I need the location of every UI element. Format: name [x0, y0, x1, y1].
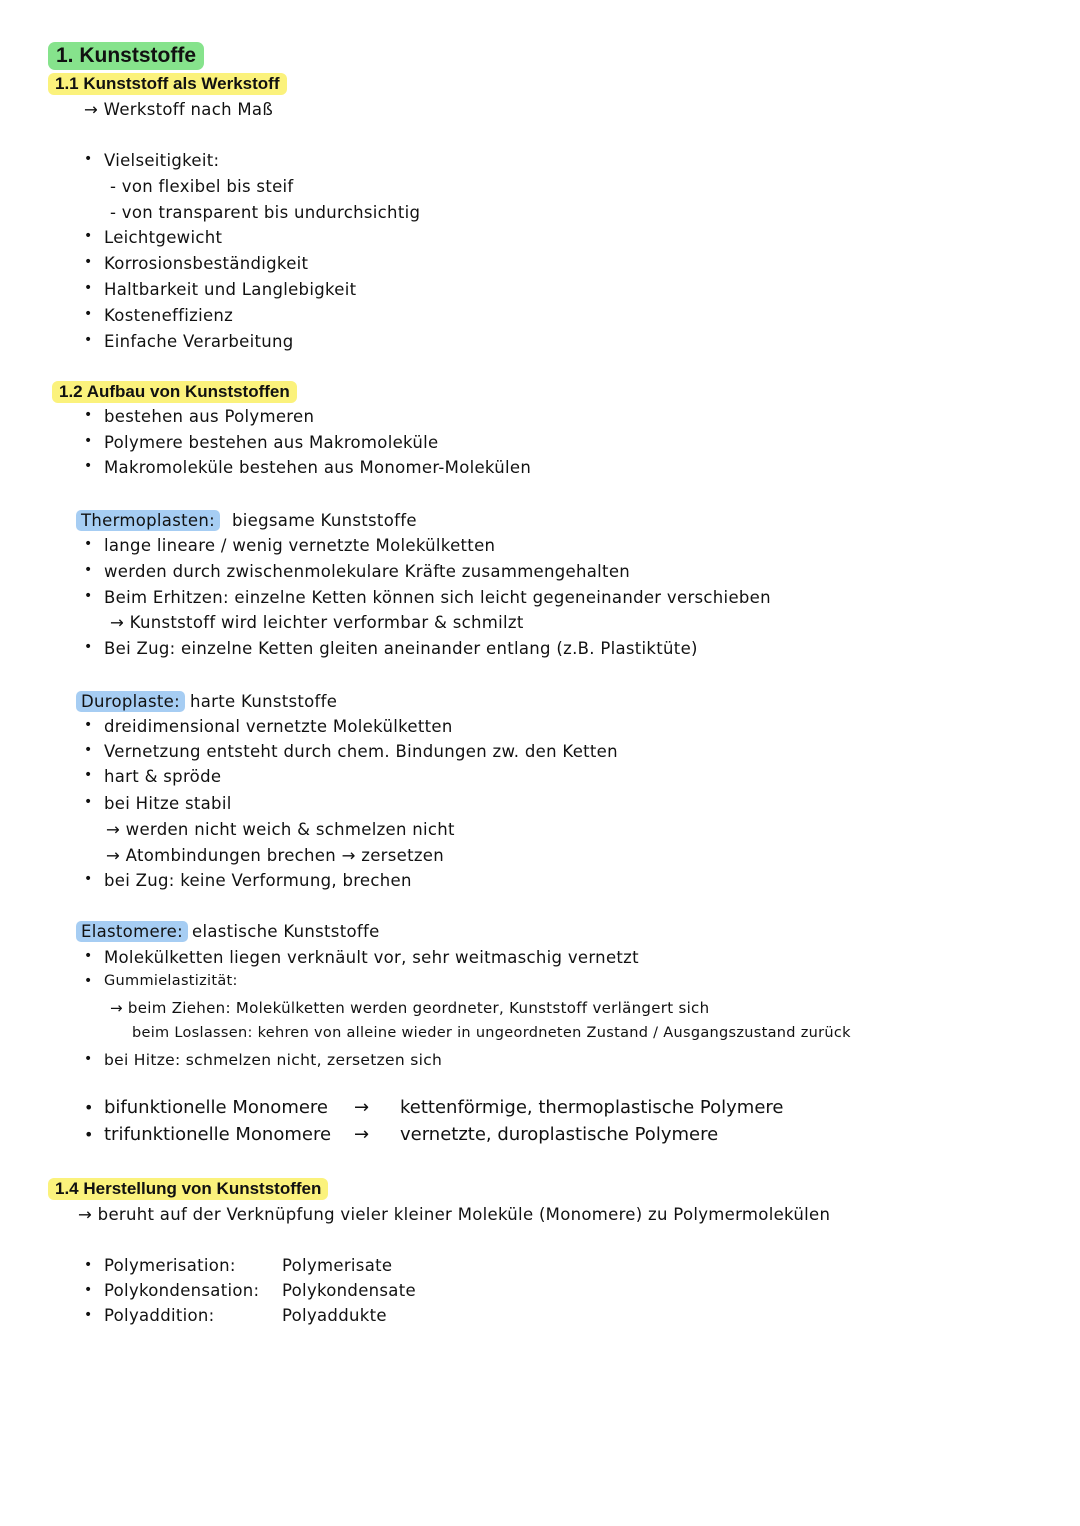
bullet-icon: •: [84, 588, 93, 604]
bullet-icon: •: [84, 151, 93, 167]
bullet-icon: •: [84, 871, 93, 887]
arrow-icon: →: [354, 1097, 370, 1118]
bullet-icon: •: [84, 767, 93, 783]
list-item: bestehen aus Polymeren: [104, 407, 315, 426]
bullet-icon: •: [84, 973, 93, 989]
list-item: Einfache Verarbeitung: [104, 332, 294, 351]
bullet-icon: •: [84, 948, 93, 964]
process-name: Polymerisation:: [104, 1256, 236, 1275]
intro-line: → beruht auf der Verknüpfung vieler kleiner Moleküle (Monomere) zu Polymermolekülen: [78, 1205, 831, 1224]
bullet-icon: •: [84, 280, 93, 296]
list-item: Molekülketten liegen verknäult vor, sehr weitmaschig vernetzt: [104, 948, 639, 967]
duroplaste-description: harte Kunststoffe: [190, 692, 338, 711]
bullet-icon: •: [84, 332, 93, 348]
bullet-icon: •: [84, 639, 93, 655]
list-item: bei Hitze: schmelzen nicht, zersetzen sich: [104, 1051, 443, 1069]
thermoplasten-description: biegsame Kunststoffe: [232, 511, 417, 530]
intro-line: → Werkstoff nach Maß: [84, 100, 274, 119]
section-heading-1-2: 1.2 Aufbau von Kunststoffen: [52, 381, 297, 403]
bullet-icon: •: [84, 458, 93, 474]
elastomere-label: Elastomere:: [76, 921, 188, 942]
process-product: Polyaddukte: [282, 1306, 387, 1325]
list-item: lange lineare / wenig vernetzte Molekülketten: [104, 536, 496, 555]
list-subitem: beim Loslassen: kehren von alleine wieder in ungeordneten Zustand / Ausgangszustand zurück: [132, 1025, 851, 1041]
duroplaste-label: Duroplaste:: [76, 691, 185, 712]
list-item: Gummielastizität:: [104, 973, 238, 989]
bullet-icon: •: [84, 228, 93, 244]
bullet-icon: •: [84, 433, 93, 449]
list-subitem: → Atombindungen brechen → zersetzen: [106, 846, 445, 865]
process-product: Polymerisate: [282, 1256, 393, 1275]
list-item: - von transparent bis undurchsichtig: [110, 203, 421, 222]
elastomere-description: elastische Kunststoffe: [192, 922, 380, 941]
list-item: Beim Erhitzen: einzelne Ketten können sich leicht gegeneinander verschieben: [104, 588, 771, 607]
list-item: Polymere bestehen aus Makromoleküle: [104, 433, 439, 452]
polymer-type: vernetzte, duroplastische Polymere: [400, 1124, 719, 1145]
list-item: Vernetzung entsteht durch chem. Bindungen zw. den Ketten: [104, 742, 618, 761]
bullet-icon: •: [84, 742, 93, 758]
bullet-icon: •: [84, 407, 93, 423]
bullet-icon: •: [84, 1282, 93, 1298]
bullet-icon: •: [84, 1307, 93, 1323]
monomer-type: bifunktionelle Monomere: [104, 1097, 329, 1118]
section-heading-1-1: 1.1 Kunststoff als Werkstoff: [48, 73, 287, 95]
list-item: hart & spröde: [104, 767, 222, 786]
list-subitem: → beim Ziehen: Molekülketten werden geordneter, Kunststoff verlängert sich: [110, 999, 710, 1017]
list-subitem: → werden nicht weich & schmelzen nicht: [106, 820, 455, 839]
bullet-icon: •: [84, 794, 93, 810]
list-item: werden durch zwischenmolekulare Kräfte zusammengehalten: [104, 562, 631, 581]
process-name: Polyaddition:: [104, 1306, 215, 1325]
list-item: Bei Zug: einzelne Ketten gleiten aneinander entlang (z.B. Plastiktüte): [104, 639, 698, 658]
process-product: Polykondensate: [282, 1281, 416, 1300]
monomer-type: trifunktionelle Monomere: [104, 1124, 332, 1145]
bullet-icon: •: [84, 562, 93, 578]
arrow-icon: →: [354, 1124, 370, 1145]
bullet-icon: •: [84, 1125, 94, 1144]
page-title: 1. Kunststoffe: [48, 42, 204, 70]
list-item: Makromoleküle bestehen aus Monomer-Molekülen: [104, 458, 532, 477]
bullet-icon: •: [84, 1051, 93, 1067]
bullet-icon: •: [84, 717, 93, 733]
list-subitem: → Kunststoff wird leichter verformbar & schmilzt: [110, 613, 524, 632]
list-item: Kosteneffizienz: [104, 306, 234, 325]
bullet-icon: •: [84, 1257, 93, 1273]
polymer-type: kettenförmige, thermoplastische Polymere: [400, 1097, 784, 1118]
list-item: bei Hitze stabil: [104, 794, 232, 813]
bullet-icon: •: [84, 1098, 94, 1117]
bullet-icon: •: [84, 536, 93, 552]
thermoplasten-label: Thermoplasten:: [76, 510, 220, 531]
list-item: Leichtgewicht: [104, 228, 223, 247]
bullet-icon: •: [84, 254, 93, 270]
list-item: bei Zug: keine Verformung, brechen: [104, 871, 412, 890]
section-heading-1-4: 1.4 Herstellung von Kunststoffen: [48, 1178, 328, 1200]
process-name: Polykondensation:: [104, 1281, 260, 1300]
list-item: Korrosionsbeständigkeit: [104, 254, 309, 273]
list-item: Haltbarkeit und Langlebigkeit: [104, 280, 357, 299]
list-item: dreidimensional vernetzte Molekülketten: [104, 717, 453, 736]
list-item: - von flexibel bis steif: [110, 177, 294, 196]
list-item: Vielseitigkeit:: [104, 151, 220, 170]
bullet-icon: •: [84, 306, 93, 322]
